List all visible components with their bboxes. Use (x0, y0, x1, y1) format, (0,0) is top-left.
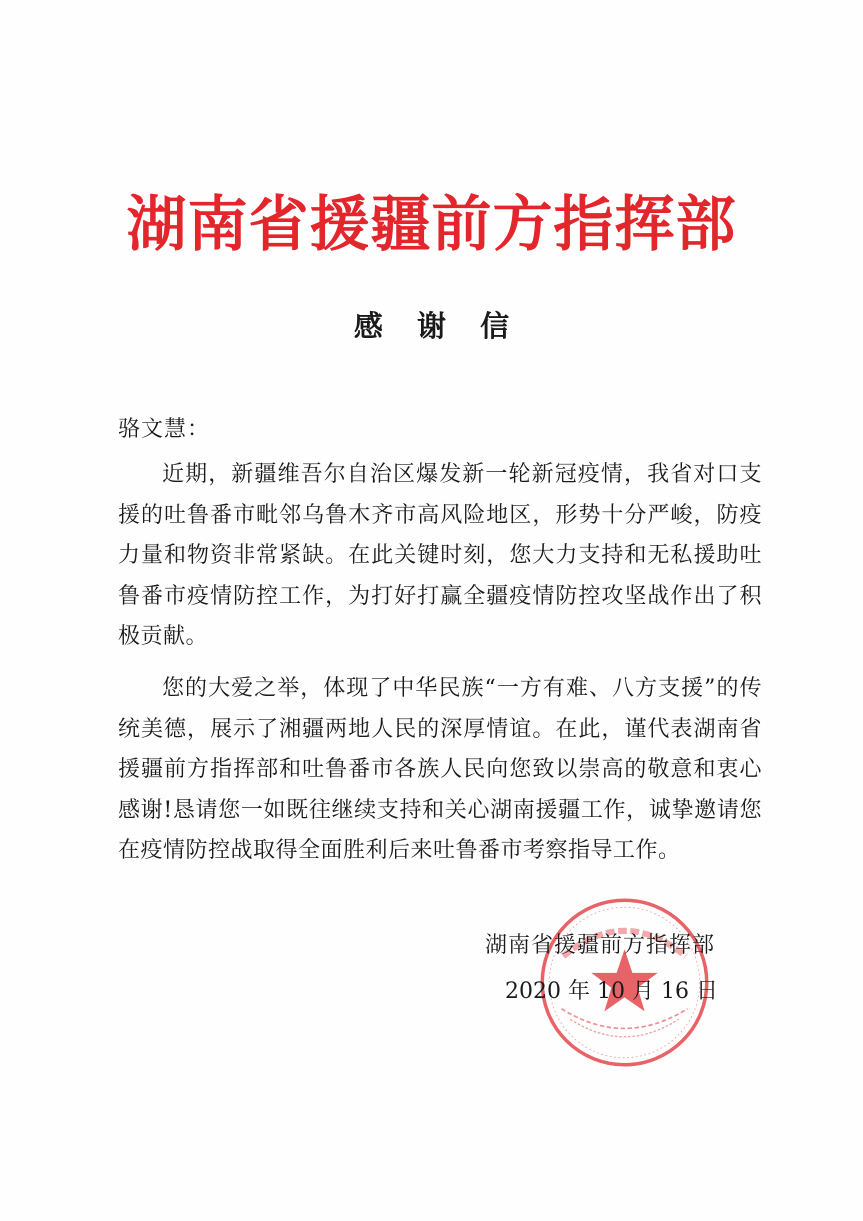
body-paragraph-2: 您的大爱之举，体现了中华民族“一方有难、八方支援”的传统美德，展示了湘疆两地人民的深厚情谊。在此，谨代表湖南省援疆前方指挥部和吐鲁番市各族人民向您致以崇高的敬意和衷心感谢!恳请您一如既往继续支持和关心湖南援疆工作，诚挚邀请您在疫情防控战取得全面胜利后来吐鲁番市考察指导工作。 (118, 676, 762, 863)
letterhead-title: 湖南省援疆前方指挥部 (126, 190, 737, 260)
letter-date: 2020 年 10 月 16 日 (505, 979, 718, 1004)
body-paragraph-1: 近期，新疆维吾尔自治区爆发新一轮新冠疫情，我省对口支援的吐鲁番市毗邻乌鲁木齐市高风险地区，形势十分严峻，防疫力量和物资非常紧缺。在此关键时刻，您大力支持和无私援助吐鲁番市疫情防控工作，为打好打赢全疆疫情防控攻坚战作出了积极贡献。 (118, 462, 762, 649)
document-title: 感 谢 信 (353, 309, 522, 343)
signature-organization: 湖南省援疆前方指挥部 (485, 933, 716, 958)
salutation: 骆文慧： (118, 417, 211, 442)
